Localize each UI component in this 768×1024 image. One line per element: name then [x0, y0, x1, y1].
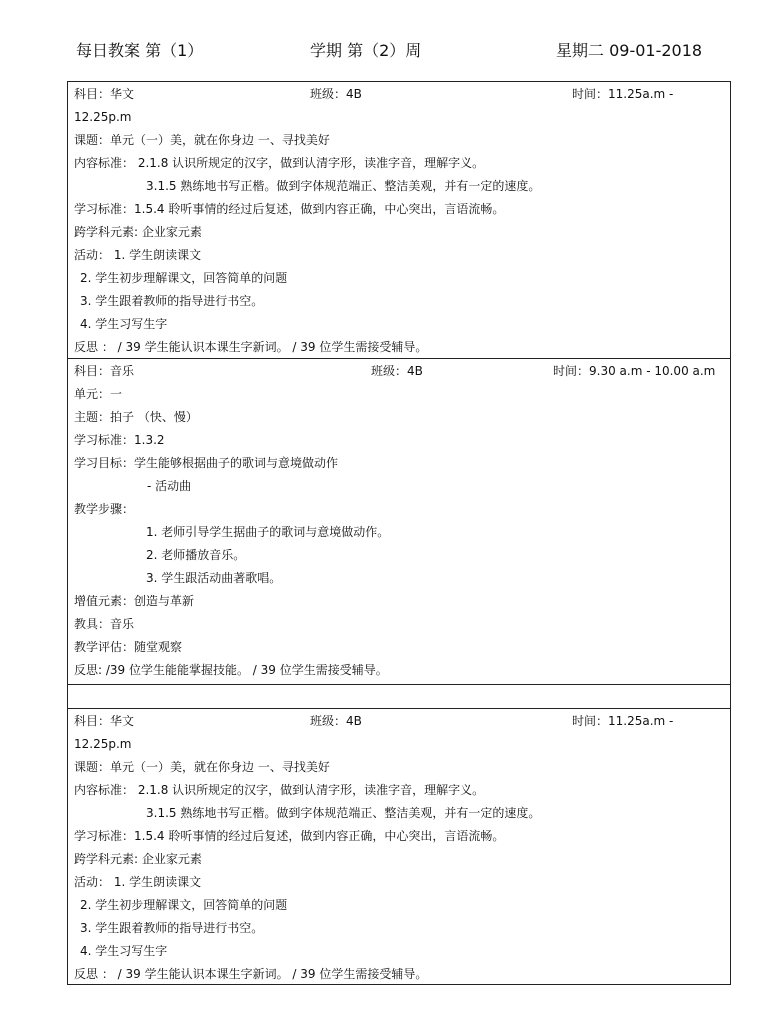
- reflection: 反思 ： / 39 学生能认识本课生字新词。 / 39 位学生需接受辅导。: [74, 967, 428, 981]
- lesson-block-music: [68, 359, 730, 684]
- topic: 课题：单元（一）美，就在你身边 一、寻找美好: [74, 760, 330, 774]
- time-label: 时间：9.30 a.m - 10.00 a.m: [553, 364, 716, 378]
- cross-curricular: 跨学科元素: 企业家元素: [74, 225, 202, 239]
- subject-label: 科目：华文: [74, 714, 135, 728]
- plan-title: 每日教案 第（1）: [76, 41, 204, 60]
- time-label: 时间：11.25a.m -: [572, 87, 674, 101]
- learning-standard: 学习标准：1.5.4 聆听事情的经过后复述，做到内容正确，中心突出，言语流畅。: [74, 829, 505, 843]
- subject-row: [74, 360, 724, 383]
- cross-curricular: 跨学科元素: 企业家元素: [74, 852, 202, 866]
- step-1: 1. 老师引导学生据曲子的歌词与意境做动作。: [146, 525, 390, 539]
- time-label: 时间：11.25a.m -: [572, 714, 674, 728]
- subject-row: [74, 710, 724, 733]
- date-label: 星期二 09-01-2018: [556, 41, 703, 60]
- class-label: 班级：4B: [371, 364, 423, 378]
- activity-4: 4. 学生习写生字: [80, 317, 168, 331]
- learning-standard: 学习标准：1.5.4 聆听事情的经过后复述，做到内容正确，中心突出，言语流畅。: [74, 202, 505, 216]
- content-standard-2: 3.1.5 熟练地书写正楷。做到字体规范端正、整洁美观，并有一定的速度。: [146, 806, 541, 820]
- step-2: 2. 老师播放音乐。: [146, 548, 246, 562]
- reflection: 反思 ： / 39 学生能认识本课生字新词。 / 39 位学生需接受辅导。: [74, 340, 428, 354]
- subject-label: 科目：华文: [74, 87, 135, 101]
- activity-4: 4. 学生习写生字: [80, 944, 168, 958]
- learning-standard: 学习标准：1.3.2: [74, 433, 165, 447]
- activity-2: 2. 学生初步理解课文，回答简单的问题: [80, 271, 288, 285]
- subject-row: [74, 83, 724, 106]
- class-label: 班级：4B: [310, 87, 362, 101]
- activity-3: 3. 学生跟着教师的指导进行书空。: [80, 921, 264, 935]
- unit: 单元：一: [74, 387, 123, 401]
- learning-goal: 学习目标：学生能够根据曲子的歌词与意境做动作: [74, 456, 339, 470]
- class-label: 班级：4B: [310, 714, 362, 728]
- activity-1: 活动： 1. 学生朗读课文: [74, 875, 202, 889]
- content-standard: 内容标准： 2.1.8 认识所规定的汉字，做到认清字形，读准字音，理解字义。: [74, 156, 485, 170]
- activity-1: 活动： 1. 学生朗读课文: [74, 248, 202, 262]
- activity-2: 2. 学生初步理解课文，回答简单的问题: [80, 898, 288, 912]
- topic: 课题：单元（一）美，就在你身边 一、寻找美好: [74, 133, 330, 147]
- learning-goal-2: - 活动曲: [147, 479, 192, 493]
- teaching-aid: 教具：音乐: [74, 617, 135, 631]
- content-standard: 内容标准： 2.1.8 认识所规定的汉字，做到认清字形，读准字音，理解字义。: [74, 783, 485, 797]
- activity-3: 3. 学生跟着教师的指导进行书空。: [80, 294, 264, 308]
- content-standard-2: 3.1.5 熟练地书写正楷。做到字体规范端正、整洁美观，并有一定的速度。: [146, 179, 541, 193]
- teaching-steps: 教学步骤：: [74, 502, 135, 516]
- divider: [68, 684, 730, 685]
- theme: 主题：拍子 （快、慢）: [74, 410, 198, 424]
- lesson-table: [67, 81, 731, 985]
- lesson-block-chinese-2: [68, 709, 730, 985]
- time-continued: 12.25p.m: [74, 110, 132, 124]
- page-header: [0, 38, 768, 64]
- time-continued: 12.25p.m: [74, 737, 132, 751]
- step-3: 3. 学生跟活动曲著歌唱。: [146, 571, 282, 585]
- value-element: 增值元素：创造与革新: [74, 594, 195, 608]
- subject-label: 科目：音乐: [74, 364, 135, 378]
- reflection: 反思: /39 位学生能能掌握技能。 / 39 位学生需接受辅导。: [74, 663, 388, 677]
- assessment: 教学评估：随堂观察: [74, 640, 183, 654]
- lesson-block-chinese-1: [68, 82, 730, 358]
- week-label: 学期 第（2）周: [310, 41, 422, 60]
